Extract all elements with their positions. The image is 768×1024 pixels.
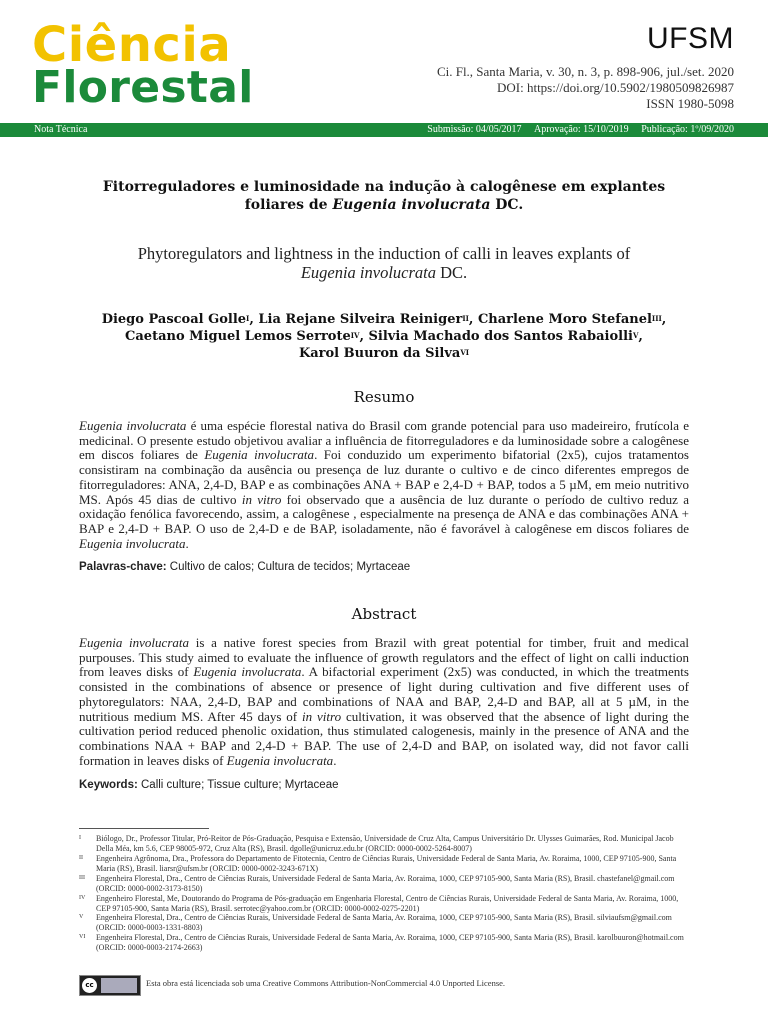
cc-license-badge[interactable] (79, 975, 141, 996)
author-name: Silvia Machado dos Santos Rabaiolli (368, 329, 633, 344)
title-english (60, 244, 708, 282)
abstract-heading: Abstract (351, 605, 417, 623)
citation-line: Ci. Fl., Santa Maria, v. 30, n. 3, p. 898-906, jul./set. 2020 (436, 64, 734, 79)
footnote: VI Engenheira Florestal, Dra., Centro de Ciências Rurais, Universidade Federal de Santa Maria, Av. Roraima, 1000, CEP 97105-900, Santa Maria (RS), Brasil. karolbuuron@hotmail.com (ORCID: 0000-0003-2174-2663) (79, 933, 684, 952)
section-band (0, 123, 768, 137)
author-name: Diego Pascoal Golle (101, 312, 247, 327)
title-en-line2: Eugenia involucrata DC. (300, 263, 468, 282)
author-name: Karol Buuron da Silva (298, 346, 461, 361)
section-label: Nota Técnica (34, 124, 88, 135)
submission-date: Submissão: 04/05/2017 (427, 124, 522, 135)
title-pt-line2: foliares de Eugenia involucrata DC. (244, 197, 524, 213)
author-name: Charlene Moro Stefanel (477, 312, 652, 327)
abstract-keywords: Keywords: Calli culture; Tissue culture; Myrtaceae (79, 779, 339, 791)
title-pt-line1: Fitorreguladores e luminosidade na indução à calogênese em explantes (102, 179, 666, 195)
authors-line3: Karol Buuron da Silva$^{VI}$ (298, 346, 470, 361)
footnote: V Engenheira Florestal, Dra., Centro de Ciências Rurais, Universidade Federal de Santa Maria, Av. Roraima, 1000, CEP 97105-900, Santa Maria (RS), Brasil. silviaufsm@gmail.com (ORCID: 0000-0003-1331-8803) (79, 913, 672, 932)
footnote: I Biólogo, Dr., Professor Titular, Pró-Reitor de Pós-Graduação, Pesquisa e Extensão, Universidade de Cruz Alta, Campus Universitário Dr. Ulysses Guimarães, Rod. Municipal Jacob Della Méa, km 5.6, CEP 98005-972, Cruz Alta (RS), Brasil. dgolle@unicruz.edu.br (ORCID: 0000-0002-5264-8007) (79, 834, 674, 853)
title-portuguese (60, 178, 708, 214)
dates-group (417, 123, 734, 137)
authors-line2: Caetano Miguel Lemos Serrote$^{IV}$, Silvia Machado dos Santos Rabaiolli$^V$, (125, 329, 643, 344)
approval-date: Aprovação: 15/10/2019 (533, 124, 629, 135)
doi-line[interactable]: DOI: https://doi.org/10.5902/1980509826987 (496, 80, 734, 95)
authors-line1: Diego Pascoal Golle$^I$, Lia Rejane Silveira Reiniger$^{II}$, Charlene Moro Stefanel$^{III}$, (101, 312, 667, 327)
author-name: Lia Rejane Silveira Reiniger (258, 312, 463, 327)
author-name: Caetano Miguel Lemos Serrote (125, 329, 351, 344)
cc-icon: cc (82, 978, 97, 993)
resumo-heading: Resumo (353, 388, 415, 406)
journal-logo-line1: Ciência (32, 17, 232, 73)
publication-date: Publicação: 1º/09/2020 (641, 124, 734, 135)
resumo-keywords: Palavras-chave: Cultivo de calos; Cultura de tecidos; Myrtaceae (79, 561, 411, 573)
issn-line: ISSN 1980-5098 (646, 96, 734, 111)
license-text: Esta obra está licenciada sob uma Creative Commons Attribution-NonCommercial 4.0 Unported License. (146, 978, 506, 988)
by-nc-icon (101, 978, 137, 993)
university-logo: UFSM (647, 22, 734, 55)
abstract-body: Eugenia involucrata is a native forest species from Brazil with great potential for timber, fruit and medical purpouses. This study aimed to evaluate the influence of growth regulators and the effect of light on calli induction from leaves disks of Eugenia involucrata. A bifactorial experiment (2x5) was conducted, in which the treatments consisted in the combinations of absence or presence of light during cultivation and five different uses of phytoregulators: NAA, 2,4-D, BAP and combinations of NAA and BAP, 2,4-D and BAP, all at 5 µM, in the nutritious medium MS. After 45 days of in vitro cultivation, it was observed that the absence of light during the cultivation period reduced phenolic oxidation, thus stimulated calogenesis, mainly in the presence of ANA and the combinations NAA + BAP and 2,4-D + BAP. The use of 2,4-D and BAP, on isolated way, did not favor calli formation in leaves disks of Eugenia involucrata. (79, 635, 690, 768)
author-list (60, 311, 708, 362)
journal-logo-line2: Florestal (32, 62, 254, 113)
footnote: II Engenheira Agrônoma, Dra., Professora do Departamento de Fitotecnia, Centro de Ciências Rurais, Universidade Federal de Santa Maria, Av. Roraima, 1000, CEP 97105-900, Santa Maria (RS), Brasil. liarsr@ufsm.br (ORCID: 0000-0002-3243-671X) (79, 854, 677, 873)
footnote: IV Engenheiro Florestal, Me, Doutorando do Programa de Pós-graduação em Engenharia Florestal, Centro de Ciências Rurais, Universidade Federal de Santa Maria, Av. Roraima, 1000, CEP 97105-900, Santa Maria (RS), Brasil. serrotec@yahoo.com.br (ORCID: 0000-0002-0275-2201) (79, 894, 679, 913)
footnote: III Engenheira Florestal, Dra., Centro de Ciências Rurais, Universidade Federal de Santa Maria, Av. Roraima, 1000, CEP 97105-900, Santa Maria (RS), Brasil. chastefanel@gmail.com (ORCID: 0000-0002-3173-8150) (79, 874, 675, 893)
resumo-body: Eugenia involucrata é uma espécie florestal nativa do Brasil com grande potencial para uso madeireiro, frutícola e medicinal. O presente estudo objetivou avaliar a influência de fitorreguladores e da luminosidade sobre a calogênese em discos foliares de Eugenia involucrata. Foi conduzido um experimento bifatorial (2x5), cujos tratamentos consistiram na combinação da ausência ou presença de luz durante o cultivo e de cinco diferentes empregos de fitorreguladores: ANA, 2,4-D, BAP e as combinações ANA + BAP e 2,4-D + BAP, todos a 5 µM, em meio nutritivo MS. Após 45 dias de cultivo in vitro foi observado que a ausência de luz durante o período de cultivo reduz a oxidação fenólica favorecendo, assim, a calogênese , especialmente na presença de ANA e das combinações ANA + BAP e 2,4-D + BAP. O uso de 2,4-D e de BAP, isoladamente, não é favorável à calogênese em discos foliares de Eugenia involucrata. (79, 418, 689, 551)
title-en-line1: Phytoregulators and lightness in the induction of calli in leaves explants of (137, 244, 631, 263)
footnote-divider (79, 828, 209, 829)
